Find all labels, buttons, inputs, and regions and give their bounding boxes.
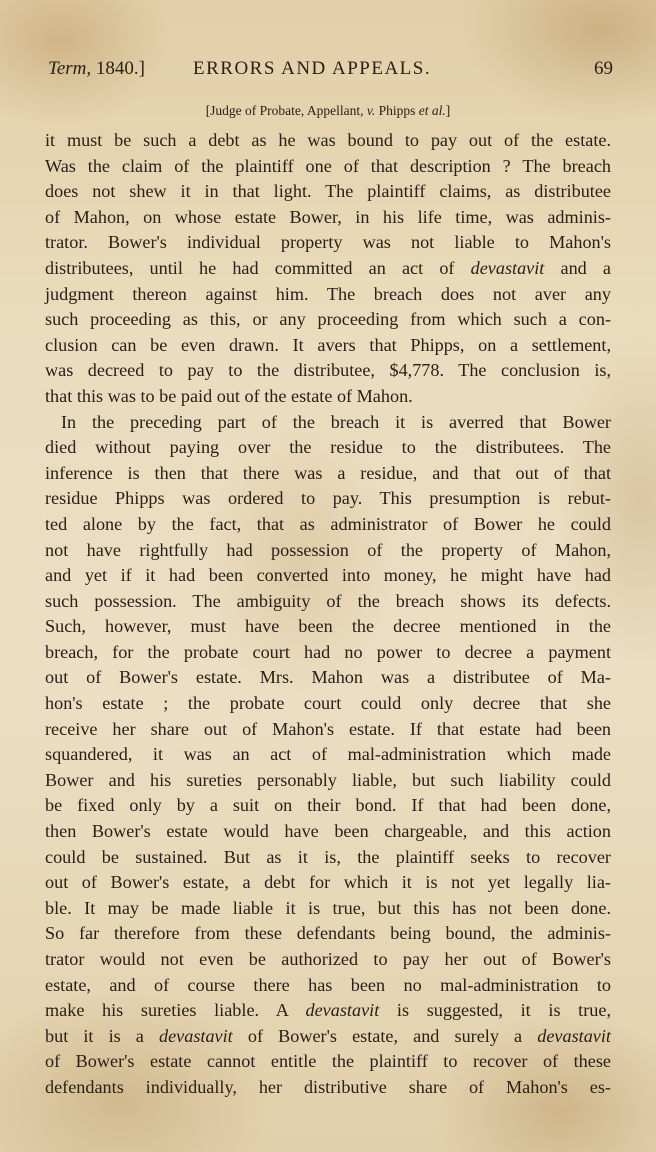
text-line: In the preceding part of the breach it is averred that Bower	[61, 411, 611, 432]
text-line: out of Bower's estate, a debt for which it is not yet legally lia-	[45, 872, 611, 893]
text-line: be fixed only by a suit on their bond. If that had been done,	[45, 795, 611, 816]
text-line: So far therefore from these defendants being bound, the adminis-	[45, 923, 611, 944]
text-line: and yet if it had been converted into money, he might have had	[45, 565, 611, 586]
text-line: Such, however, must have been the decree mentioned in the	[45, 616, 611, 637]
text-line: hon's estate ; the probate court could only decree that she	[45, 693, 611, 714]
text-line: ble. It may be made liable it is true, but this has not been done.	[45, 897, 611, 918]
text-line: estate, and of course there has been no mal-administration to	[45, 974, 611, 995]
text-line: died without paying over the residue to the distributees. The	[45, 437, 611, 458]
text-line: that this was to be paid out of the estate of Mahon.	[45, 385, 413, 406]
page-number: 69	[594, 58, 613, 79]
text-line: not have rightfully had possession of the property of Mahon,	[45, 539, 611, 560]
text-line: Bower and his sureties personably liable, but such liability could	[45, 769, 611, 790]
text-line: trator. Bower's individual property was not liable to Mahon's	[45, 232, 611, 253]
body-text	[45, 128, 611, 1101]
text-line: make his sureties liable. A devastavit is suggested, it is true,	[45, 1000, 611, 1021]
text-line: such proceeding as this, or any proceeding from which such a con-	[45, 309, 611, 330]
text-line: ted alone by the fact, that as administrator of Bower he could	[45, 513, 611, 534]
text-line: could be sustained. But as it is, the plaintiff seeks to recover	[45, 846, 611, 867]
text-line: breach, for the probate court had no power to decree a payment	[45, 641, 611, 662]
text-line: inference is then that there was a residue, and that out of that	[45, 462, 611, 483]
text-line: of Mahon, on whose estate Bower, in his life time, was adminis-	[45, 206, 611, 227]
text-line: then Bower's estate would have been chargeable, and this action	[45, 821, 611, 842]
text-line: judgment thereon against him. The breach does not aver any	[45, 283, 611, 304]
text-line: trator would not even be authorized to pay her out of Bower's	[45, 949, 611, 969]
paragraph-1	[45, 128, 611, 410]
text-line: of Bower's estate cannot entitle the plaintiff to recover of these	[45, 1051, 611, 1072]
text-line: squandered, it was an act of mal-administration which made	[45, 744, 611, 765]
text-line: but it is a devastavit of Bower's estate, and surely a devastavit	[45, 1025, 611, 1046]
text-line: Was the claim of the plaintiff one of that description ? The breach	[45, 155, 611, 176]
term-label	[48, 58, 145, 80]
running-title: ERRORS AND APPEALS.	[193, 58, 432, 79]
text-line: does not shew it in that light. The plaintiff claims, as distributee	[45, 181, 611, 202]
case-caption: [Judge of Probate, Appellant, v. Phipps et al.]	[205, 103, 451, 118]
term-year: 1840.]	[91, 58, 145, 79]
text-line: was decreed to pay to the distributee, $4,778. The conclusion is,	[45, 360, 611, 381]
text-line: clusion can be even drawn. It avers that Phipps, on a settlement,	[45, 334, 611, 355]
text-line: out of Bower's estate. Mrs. Mahon was a distributee of Ma-	[45, 667, 611, 688]
text-line: it must be such a debt as he was bound to pay out of the estate.	[45, 130, 611, 150]
text-line: such possession. The ambiguity of the breach shows its defects.	[45, 590, 611, 611]
paragraph-2	[45, 410, 611, 1101]
term-word: Term,	[48, 58, 92, 79]
text-line: distributees, until he had committed an act of devastavit and a	[45, 257, 611, 278]
text-line: residue Phipps was ordered to pay. This presumption is rebut-	[45, 488, 611, 509]
running-header	[48, 58, 613, 86]
text-line: defendants individually, her distributive share of Mahon's es-	[45, 1076, 611, 1097]
text-line: receive her share out of Mahon's estate. If that estate had been	[45, 718, 611, 739]
